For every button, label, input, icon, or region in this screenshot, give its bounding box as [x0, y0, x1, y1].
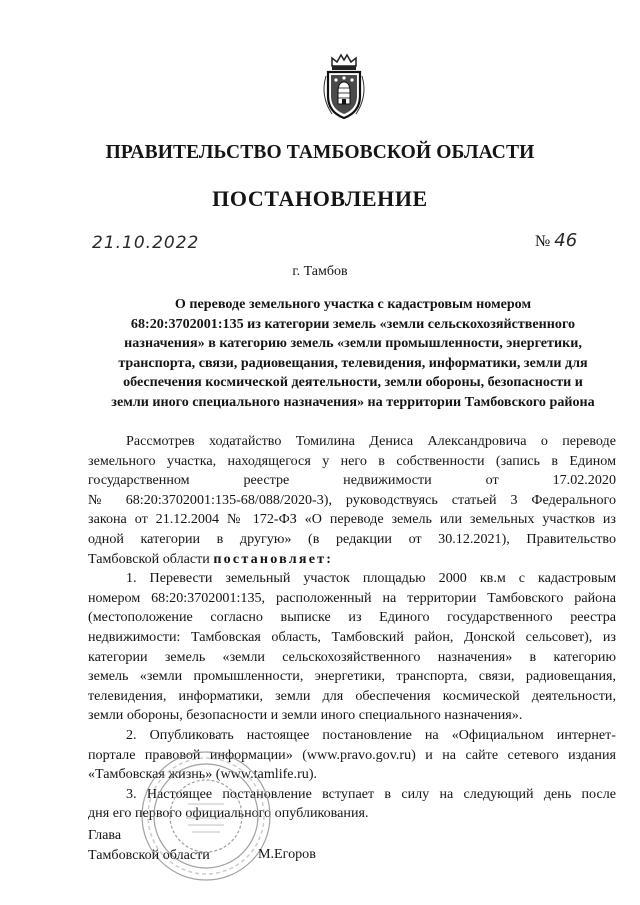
- subject-line: обеспечения космической деятельности, земли обороны, безопасности и: [123, 374, 583, 391]
- coat-of-arms-icon: [318, 52, 370, 122]
- decree-keyword: постановляет:: [213, 550, 334, 567]
- document-type-heading: ПОСТАНОВЛЕНИЕ: [212, 186, 428, 211]
- preamble-line: государственном реестре недвижимости от 17.02.2020: [88, 472, 616, 489]
- clause-1-line: (местоположение согласно выписке из Единого государственного реестра: [88, 609, 616, 626]
- handwritten-number: 46: [554, 230, 578, 251]
- subject-line: назначения» в категорию земель «земли промышленности, энергетики,: [124, 335, 582, 352]
- clause-1-line: земель «земли промышленности, энергетики, транспорта, связи, радиовещания,: [88, 668, 616, 685]
- signatory-name: М.Егоров: [258, 846, 316, 862]
- signatory-title-line: Глава: [88, 827, 122, 843]
- subject-line: О переводе земельного участка с кадастровым номером: [174, 296, 532, 312]
- document-number: [535, 230, 577, 251]
- preamble-last-line: [88, 550, 616, 570]
- preamble-line: закона от 21.12.2004 № 172-ФЗ «О переводе земель или земельных участков из: [88, 511, 616, 528]
- preamble-line: земельного участка, находящегося у него в собственности (запись в Едином: [88, 452, 616, 469]
- subject-line: транспорта, связи, радиовещания, телевидения, информатики, земли для: [118, 354, 588, 371]
- clause-1-line: номером 68:20:3702001:135, расположенный на территории Тамбовского района: [88, 589, 616, 606]
- organization-title: ПРАВИТЕЛЬСТВО ТАМБОВСКОЙ ОБЛАСТИ: [105, 142, 535, 163]
- preamble-line: одной категории в другую» (в редакции от 30.12.2021), Правительство: [88, 530, 616, 547]
- preamble-last-text: Тамбовской области: [88, 550, 214, 567]
- clause-2-line: портале правовой информации» (www.pravo.gov.ru) и на сайте сетевого издания: [88, 746, 616, 763]
- handwritten-date: 21.10.2022: [92, 233, 200, 253]
- signatory-title: [88, 826, 210, 865]
- subject-line: 68:20:3702001:135 из категории земель «земли сельскохозяйственного: [130, 315, 576, 332]
- clause-1-line: недвижимости: Тамбовская область, Тамбовский район, Донской сельсовет), из: [88, 628, 616, 645]
- clause-1-line: телевидения, информатики, земли для обеспечения космической деятельности,: [88, 687, 616, 704]
- city-line: г. Тамбов: [292, 264, 348, 279]
- clause-3-line: 3. Настоящее постановление вступает в силу на следующий день после: [126, 785, 616, 802]
- number-label: №: [535, 233, 551, 250]
- clause-3-last-line: дня его первого официального опубликования.: [88, 805, 369, 822]
- signatory-title-line: Тамбовской области: [88, 846, 210, 863]
- clause-1-line: 1. Перевести земельный участок площадью 2000 кв.м с кадастровым: [126, 570, 616, 587]
- subject-line: земли иного специального назначения» на территории Тамбовского района: [111, 393, 595, 410]
- clause-1-line: категории земель «земли сельскохозяйственного назначения» в категорию: [88, 648, 616, 665]
- preamble-line: Рассмотрев ходатайство Томилина Дениса Александровича о переводе: [126, 433, 616, 449]
- document-subject: [88, 295, 618, 413]
- preamble-line: № 68:20:3702001:135-68/088/2020-3), руководствуясь статьей 3 Федерального: [88, 491, 616, 508]
- clause-1-last-line: земли обороны, безопасности и земли иного специального назначения».: [88, 707, 523, 724]
- clause-2-last-line: «Тамбовская жизнь» (www.tamlife.ru).: [88, 766, 318, 783]
- clause-2-line: 2. Опубликовать настоящее постановление на «Официальном интернет-: [126, 726, 616, 743]
